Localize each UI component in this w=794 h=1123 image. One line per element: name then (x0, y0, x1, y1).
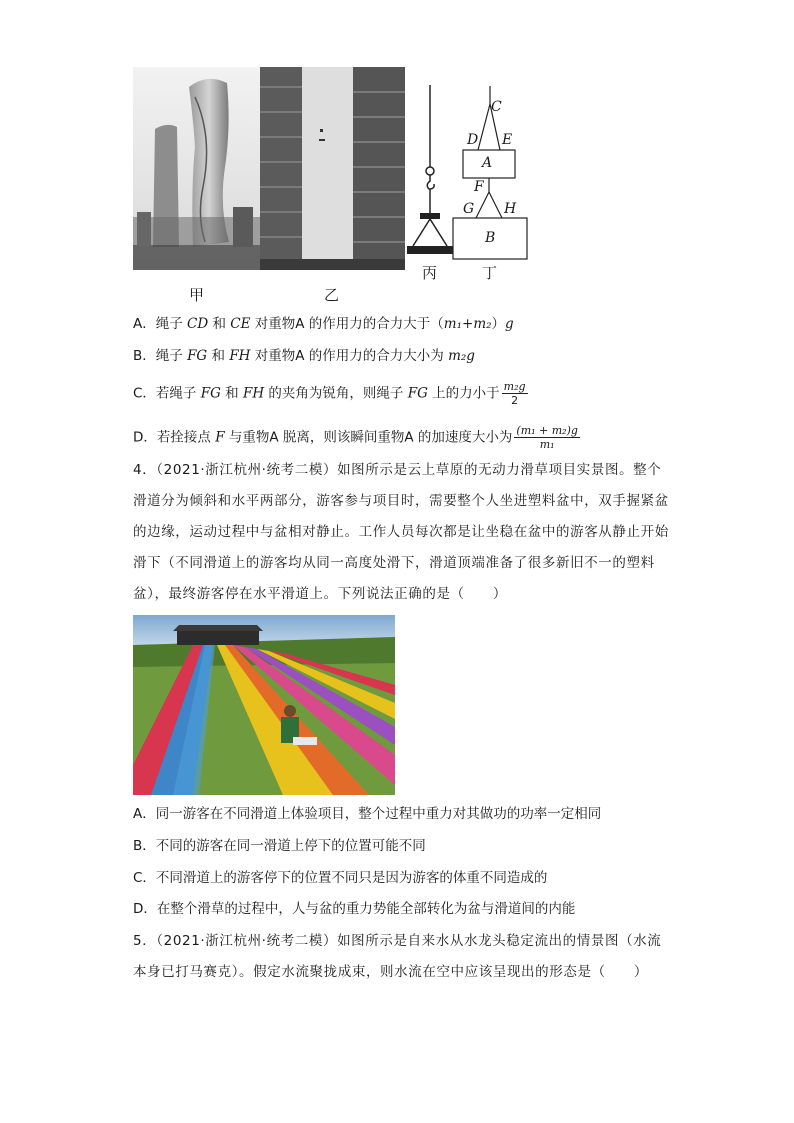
label-c: C (491, 99, 502, 115)
photo-jia-skyscrapers (133, 67, 260, 270)
label-d: D (467, 132, 479, 148)
label-a: A (482, 155, 493, 171)
label-h: H (504, 201, 517, 217)
caption-jia: 甲 (189, 286, 205, 304)
label-b: B (485, 230, 496, 246)
q3-option-c: C．若绳子 FG 和 FH 的夹角为锐角，则绳子 FG 上的力小于 $\frac{\text{m₂g}}{2}$ (133, 380, 526, 407)
caption-yi: 乙 (324, 286, 340, 304)
caption-ding: 丁 (482, 264, 498, 282)
fraction-m2g-over-2: $\frac{\text{m₂g}}{2}$ (503, 380, 526, 407)
q4-option-d: D．在整个滑草的过程中，人与盆的重力势能全部转化为盆与滑道间的内能 (133, 901, 576, 917)
photo-yi-crane-lift (260, 67, 405, 270)
q3-option-b: B．绳子 FG 和 FH 对重物A 的作用力的合力大小为 m₂g (133, 348, 475, 364)
label-g: G (463, 201, 475, 217)
q5-stem: 5．（2021·浙江杭州·统考二模）如图所示是自来水从水龙头稳定流出的情景图（水流本身已打马赛克）。假定水流聚拢成束，则水流在空中应该呈现出的形态是（ ） (133, 933, 662, 980)
caption-bing: 丙 (422, 264, 438, 282)
label-e: E (502, 132, 513, 148)
label-f: F (474, 179, 484, 195)
q4-stem: 4．（2021·浙江杭州·统考二模）如图所示是云上草原的无动力滑草项目实景图。整个滑道分为倾斜和水平两部分，游客参与项目时，需要整个人坐进塑料盆中，双手握紧盆的边缘，运动过程中与盆相对静止。工作人员每次都是让坐稳在盆中的游客从静止开始滑下（不同滑道上的游客均从同一高度处滑下，滑道顶端准备了很多新旧不一的塑料盆），最终游客停在水平滑道上。下列说法正确的是（ ） (133, 462, 669, 602)
fraction-acceleration: $\frac{\text{(m₁ + m₂)g}}{\text{m₁}}$ (516, 424, 578, 451)
q4-option-b: B．不同的游客在同一滑道上停下的位置可能不同 (133, 838, 426, 854)
diagram-bing-hook-load (405, 85, 455, 260)
photo-grass-slide (133, 615, 395, 795)
q4-option-a: A．同一游客在不同滑道上体验项目，整个过程中重力对其做功的功率一定相同 (133, 806, 602, 822)
q3-option-d: D．若拴接点 F 与重物A 脱离，则该瞬间重物A 的加速度大小为 $\frac{\text{(m₁ + m₂)g}}{\text{m₁}}$ (133, 424, 578, 451)
q4-option-c: C．不同滑道上的游客停下的位置不同只是因为游客的体重不同造成的 (133, 870, 548, 886)
q3-option-a: A．绳子 CD 和 CE 对重物A 的作用力的合力大于（m₁+m₂）g (133, 316, 514, 332)
